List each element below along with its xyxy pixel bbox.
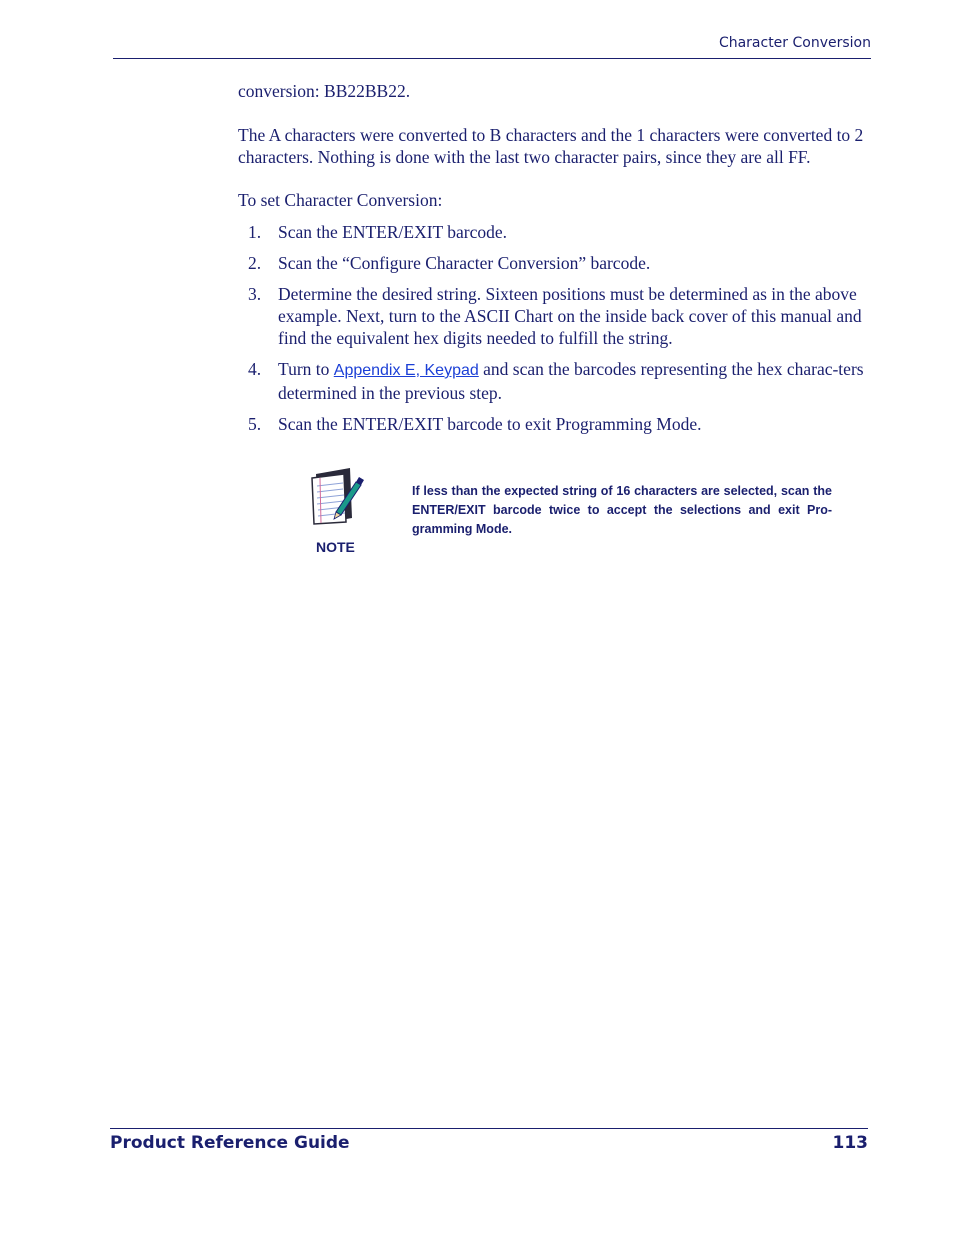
paragraph-conversion-explanation: The A characters were converted to B characters and the 1 characters were converted to 2 characters. Nothing is done with the last two character pairs, since they are all FF.: [238, 125, 864, 167]
steps-list: [238, 221, 870, 444]
running-header-title: Character Conversion: [718, 35, 871, 51]
step-item: [238, 283, 870, 349]
step-item: [238, 252, 870, 274]
step-number: 2.: [248, 253, 262, 273]
step-text: Scan the ENTER/EXIT barcode.: [278, 222, 508, 242]
footer-page-number: 113: [832, 1133, 868, 1153]
footer-guide-title: Product Reference Guide: [110, 1133, 350, 1153]
header-divider: [113, 58, 871, 59]
step-text: Scan the “Configure Character Conversion” barcode.: [278, 253, 651, 273]
step-text-post: and scan the barcodes representing the hex charac-ters determined in the previous step.: [278, 359, 864, 403]
step-number: 5.: [248, 414, 262, 434]
note-label: NOTE: [316, 539, 355, 555]
paragraph-steps-intro: To set Character Conversion:: [238, 190, 443, 210]
step-text: Scan the ENTER/EXIT barcode to exit Programming Mode.: [278, 414, 702, 434]
notepad-pen-icon: [306, 466, 366, 526]
note-text: If less than the expected string of 16 characters are selected, scan the ENTER/EXIT barcode twice to accept the selections and exit Pro-gramming Mode.: [412, 484, 832, 536]
step-number: 4.: [248, 359, 262, 379]
step-item: [238, 413, 870, 435]
step-number: 1.: [248, 222, 262, 242]
paragraph-conversion-result: conversion: BB22BB22.: [238, 81, 411, 101]
step-item: [238, 358, 870, 404]
footer-divider: [110, 1128, 868, 1129]
step-text-pre: Turn to: [278, 359, 334, 379]
step-text: Determine the desired string. Sixteen positions must be determined as in the above example. Next, turn to the ASCII Chart on the inside back cover of this manual and find the equivalent hex digits needed to fulfill the string.: [278, 284, 862, 348]
step-number: 3.: [248, 284, 262, 304]
appendix-e-keypad-link[interactable]: Appendix E, Keypad: [333, 362, 479, 379]
step-item: [238, 221, 870, 243]
